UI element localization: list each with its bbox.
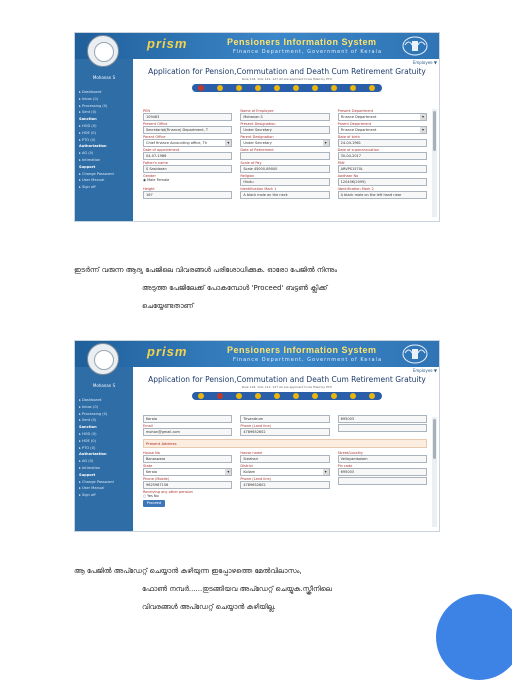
sidebar-item[interactable]: ▸ HOE (0)	[79, 438, 96, 443]
form-field	[143, 187, 232, 199]
sidebar-item[interactable]: ▸ PTO (0)	[79, 137, 96, 142]
form-field	[143, 122, 232, 134]
sidebar-item: Authorization	[79, 452, 107, 457]
field-input[interactable]: S Sasidaran	[143, 165, 232, 173]
field-input[interactable]: 9625987156	[143, 481, 232, 489]
system-subtitle: Finance Department, Government of Kerala	[233, 357, 383, 363]
user-name: Mohanan S	[92, 75, 116, 80]
form-field	[143, 415, 232, 423]
form-field	[240, 109, 329, 121]
field-input[interactable]: Banaswara	[143, 455, 232, 463]
field-select[interactable]: Finance Department ▾	[338, 126, 427, 134]
screenshot-application-page-1	[74, 32, 440, 222]
form-field	[338, 109, 427, 121]
field-input[interactable]: 695003	[338, 415, 427, 423]
sidebar-item[interactable]: ▸ Sign off	[79, 493, 96, 498]
paragraph-line: ഇടർന്ന് വരുന്ന ആദ്യ പേജിലെ വിവരങ്ങൾ പരിശോധിക്കുക. ഓരോ പേജിൽ നിന്നും	[74, 266, 338, 274]
system-title: Pensioners Information System	[227, 345, 377, 355]
form-field	[240, 451, 329, 463]
step-marker	[274, 85, 280, 91]
form-field	[338, 148, 427, 160]
main-content	[135, 59, 439, 221]
sidebar-item[interactable]: ▸ Sent (0)	[79, 110, 97, 115]
field-label: Parent Designation	[240, 135, 274, 139]
field-label: Street/Locality	[337, 451, 363, 455]
form-field	[338, 122, 427, 134]
field-label: Name of Employee	[240, 109, 274, 113]
form-field	[143, 109, 232, 121]
field-select[interactable]: Under Secretary ▾	[240, 139, 329, 147]
field-label: Parent Department	[337, 122, 372, 126]
field-input[interactable]: 24-04-1961	[338, 139, 427, 147]
field-input[interactable]	[240, 152, 329, 160]
step-marker	[312, 85, 318, 91]
field-input[interactable]: Scale 45000-89000	[240, 165, 329, 173]
field-label: House No	[143, 451, 160, 455]
sidebar-item[interactable]: ▸ Inbox (0)	[79, 404, 99, 409]
paragraph-line: അടുത്ത പേജിലേക്ക് പോകമ്പോൾ 'Proceed' ബട്ടൺ ക്ലിക്ക്	[142, 284, 328, 292]
instruction-paragraph-1	[74, 261, 444, 315]
sidebar-item[interactable]: ▸ Dashboard	[79, 90, 102, 94]
form-field	[338, 174, 427, 186]
form-field	[240, 148, 329, 160]
form-field	[338, 451, 427, 463]
sidebar-item[interactable]: ▸ Inbox (0)	[79, 96, 99, 101]
field-label: Scale of Pay	[240, 161, 262, 165]
step-marker	[217, 393, 223, 399]
field-label: Receiving any other pension	[143, 490, 193, 494]
field-label: Height	[143, 187, 155, 191]
screenshot-application-page-2	[74, 340, 440, 532]
form-field	[240, 415, 329, 423]
scrollbar[interactable]	[432, 109, 437, 217]
step-marker	[350, 85, 356, 91]
field-input[interactable]: 04-07-1986	[143, 152, 232, 160]
step-marker	[274, 393, 280, 399]
user-menu[interactable]: Employee ▼	[412, 60, 437, 65]
form-field	[143, 424, 232, 436]
sidebar-item[interactable]: ▸ Intimation	[79, 465, 101, 470]
sidebar-item[interactable]: ▸ HOE (0)	[79, 130, 96, 135]
step-marker	[293, 393, 299, 399]
step-marker	[236, 85, 242, 91]
sidebar-item: Sanction	[79, 117, 97, 122]
step-marker	[331, 85, 337, 91]
sidebar-item[interactable]: ▸ Sign off	[79, 185, 96, 190]
field-input[interactable]: 120456(2099)	[338, 178, 427, 186]
field-input[interactable]: Kerala	[143, 415, 232, 423]
form-field	[338, 415, 427, 423]
form-field	[143, 148, 232, 160]
field-label: Aadhaar No	[337, 174, 359, 178]
step-marker	[255, 393, 261, 399]
sidebar-item[interactable]: ▸ AG (0)	[79, 151, 94, 156]
field-label: Date of birth	[337, 135, 360, 139]
field-label: Present Office	[143, 122, 168, 126]
sidebar-item[interactable]: ▸ PTO (0)	[79, 445, 96, 450]
field-label: Identification Mark 2	[337, 187, 374, 191]
step-marker	[331, 393, 337, 399]
sidebar-item: Support	[79, 472, 96, 477]
sidebar-item: Sanction	[79, 425, 97, 430]
form-field	[240, 122, 329, 134]
field-input[interactable]: Vellayambalam	[338, 455, 427, 463]
field-input[interactable]: 167	[143, 191, 232, 199]
field-input[interactable]: 109463	[143, 113, 232, 121]
gender-radio[interactable]: ◉ Male Female	[143, 178, 170, 182]
field-input[interactable]: Hindu	[240, 178, 329, 186]
form-field	[338, 187, 427, 199]
form-field	[240, 135, 329, 147]
field-input[interactable]: ARVPS1570L	[338, 165, 427, 173]
field-label: Parent Office	[143, 135, 166, 139]
form-field	[240, 464, 329, 476]
step-marker	[198, 393, 204, 399]
form-field	[143, 161, 232, 173]
sidebar-item[interactable]: ▸ User Manual	[79, 486, 105, 491]
step-marker	[312, 393, 318, 399]
sidebar-item[interactable]: ▸ HOD (0)	[79, 123, 97, 128]
field-label: Email	[143, 424, 153, 428]
other-pension-field	[143, 490, 427, 507]
field-label: Religion	[240, 174, 255, 178]
field-label: PEN	[143, 109, 150, 113]
form-field	[240, 161, 329, 173]
form-field	[338, 161, 427, 173]
header-banner	[75, 33, 439, 59]
field-label: Phone (Mobile)	[143, 477, 170, 481]
field-input[interactable]: Trivandrum	[240, 415, 329, 423]
sidebar-item[interactable]: ▸ Dashboard	[79, 398, 102, 402]
kerala-emblem-icon	[401, 35, 429, 57]
system-title: Pensioners Information System	[227, 37, 377, 47]
form-field	[143, 451, 232, 463]
field-input[interactable]: 30-04-2017	[338, 152, 427, 160]
field-label: District	[240, 464, 253, 468]
field-select[interactable]: Kerala ▾	[143, 468, 232, 476]
sidebar-item[interactable]: ▸ Sent (0)	[79, 418, 97, 423]
user-name: Mohanan S	[92, 383, 116, 388]
field-input[interactable]: A black mole on the left hand near	[338, 191, 427, 199]
field-select[interactable]: Kollam ▾	[240, 468, 329, 476]
avatar	[87, 343, 119, 375]
form-field	[338, 135, 427, 147]
field-label: Date of superannuation	[337, 148, 380, 152]
field-input[interactable]: Secretariat(Finance) Department, T	[143, 126, 232, 134]
system-subtitle: Finance Department, Government of Kerala	[233, 49, 383, 55]
field-label: Present Designation	[240, 122, 276, 126]
progress-stepper	[192, 84, 382, 92]
gender-field	[143, 174, 232, 186]
progress-stepper	[192, 392, 382, 400]
field-label: Identification Mark 1	[240, 187, 277, 191]
avatar	[87, 35, 119, 67]
paragraph-line: ആ പേജിൽ അപ്ഡേറ്റ് ചെയ്യാൻ കഴിയുന്ന ഇപ്പോഴത്തെ മേൽവിലാസം,	[74, 567, 302, 575]
form-field	[143, 477, 232, 489]
field-label: Father's name	[143, 161, 168, 165]
section-present-address: Present Address	[143, 439, 427, 448]
form-field	[143, 135, 232, 147]
sidebar	[75, 367, 133, 531]
proceed-button[interactable]: Proceed	[143, 500, 165, 507]
field-label: Phone (Land line)	[240, 424, 271, 428]
sidebar-item[interactable]: ▸ AG (0)	[79, 459, 94, 464]
form-field	[143, 464, 232, 476]
pension-radio[interactable]: ○ Yes No	[143, 494, 159, 498]
sidebar-item: Support	[79, 164, 96, 169]
user-menu[interactable]: Employee ▼	[412, 368, 437, 373]
sidebar-item[interactable]: ▸ Change Password	[79, 479, 114, 484]
field-input[interactable]: 4789652602	[240, 428, 329, 436]
step-marker	[236, 393, 242, 399]
main-content	[135, 367, 439, 531]
step-marker	[255, 85, 261, 91]
step-marker	[369, 393, 375, 399]
paragraph-line: ഫോൺ നമ്പർ......തുടങ്ങിയവ അപ്ഡേറ്റ് ചെയ്യുക.സ്ക്രീനിലെ	[142, 585, 332, 593]
header-banner	[75, 341, 439, 367]
sidebar-item[interactable]: ▸ User Manual	[79, 178, 105, 183]
field-label: Date of Retirement	[240, 148, 274, 152]
sidebar-item: Authorization	[79, 144, 107, 149]
kerala-emblem-icon	[401, 343, 429, 365]
field-input[interactable]: Sreehari	[240, 455, 329, 463]
field-input[interactable]: 4789652602	[240, 481, 329, 489]
field-label: Phone (Land line)	[240, 477, 271, 481]
step-marker	[217, 85, 223, 91]
field-input[interactable]: mohan@gmail.com	[143, 428, 232, 436]
field-input[interactable]: Under Secretary	[240, 126, 329, 134]
page-subtitle: Rule 118, 119, 121, 127 All are applicant to be filled by PTO	[242, 385, 332, 389]
step-marker	[293, 85, 299, 91]
scrollbar[interactable]	[432, 417, 437, 527]
prism-logo: prism	[147, 344, 188, 359]
form-field	[240, 174, 329, 186]
field-select[interactable]: Finance Department ▾	[338, 113, 427, 121]
page-title: Application for Pension,Commutation and Death Cum Retirement Gratuity	[148, 375, 426, 384]
form-field	[338, 464, 427, 476]
prism-logo: prism	[147, 36, 188, 51]
field-select[interactable]: Chief finance Accounting office, Th ▾	[143, 139, 232, 147]
field-label: PAN	[337, 161, 345, 165]
decorative-circle	[436, 594, 512, 680]
field-label: Gender	[143, 174, 156, 178]
field-input[interactable]: 695003	[338, 468, 427, 476]
field-input[interactable]: Mohanan S	[240, 113, 329, 121]
sidebar-item[interactable]: ▸ Processing (0)	[79, 103, 108, 108]
field-input[interactable]	[338, 424, 427, 432]
field-label: House name	[240, 451, 263, 455]
instruction-paragraph-2	[74, 562, 444, 616]
step-marker	[198, 85, 204, 91]
sidebar	[75, 59, 133, 221]
paragraph-line: ചെയ്യേണ്ടതാണ്	[142, 302, 194, 310]
field-input[interactable]: A black mole on the neck	[240, 191, 329, 199]
field-label: State	[143, 464, 153, 468]
sidebar-item[interactable]: ▸ Intimation	[79, 157, 101, 162]
sidebar-item[interactable]: ▸ Processing (0)	[79, 411, 108, 416]
sidebar-item[interactable]: ▸ Change Password	[79, 171, 114, 176]
form-field	[338, 477, 427, 489]
field-input[interactable]	[338, 477, 427, 485]
sidebar-item[interactable]: ▸ HOD (0)	[79, 431, 97, 436]
field-label: Present Department	[337, 109, 374, 113]
field-label: Date of appointment	[143, 148, 180, 152]
page-subtitle: Rule 118, 119, 121, 127 All are applicant to be filled by PTO	[242, 77, 332, 81]
page-title: Application for Pension,Commutation and Death Cum Retirement Gratuity	[148, 67, 426, 76]
form-field	[240, 477, 329, 489]
form-field	[338, 424, 427, 436]
step-marker	[369, 85, 375, 91]
field-label: Pin code	[337, 464, 353, 468]
step-marker	[350, 393, 356, 399]
form-field	[240, 424, 329, 436]
paragraph-line: വിവരങ്ങൾ അപ്ഡേറ്റ് ചെയ്യാൻ കഴിയില്ല.	[142, 603, 276, 611]
form-field	[240, 187, 329, 199]
